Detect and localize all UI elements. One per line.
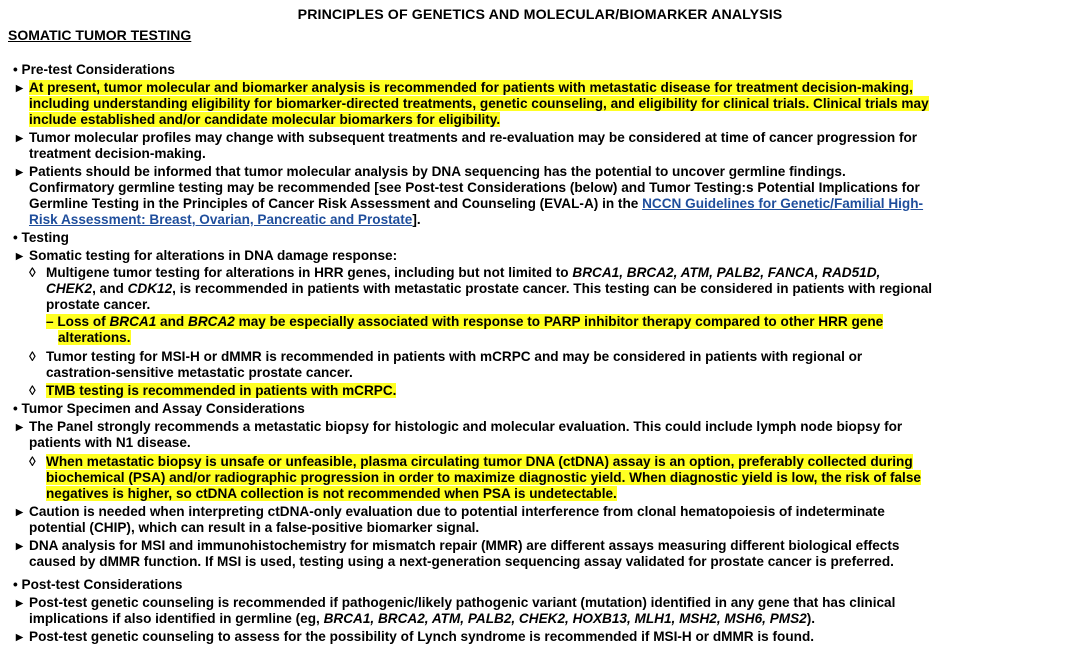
testing-diamond-2-line-1: ◊ Tumor testing for MSI-H or dMMR is recommended in patients with mCRPC and may be considered in patients with regional or bbox=[29, 349, 863, 364]
diamond-marker: ◊ bbox=[29, 349, 36, 364]
heading-posttest: • Post-test Considerations bbox=[13, 577, 183, 592]
page-title: PRINCIPLES OF GENETICS AND MOLECULAR/BIOMARKER ANALYSIS bbox=[297, 7, 783, 23]
specimen-diamond-1-line-1: ◊ When metastatic biopsy is unsafe or unfeasible, plasma circulating tumor DNA (ctDNA) assay is an option, preferably collected during bbox=[29, 454, 913, 469]
arrow-marker: ▸ bbox=[16, 504, 23, 519]
testing-sub-1: ▸ Somatic testing for alterations in DNA damage response: bbox=[16, 248, 398, 263]
arrow-marker: ▸ bbox=[16, 80, 23, 95]
specimen-item-2-line-2: potential (CHIP), which can result in a false-positive biomarker signal. bbox=[29, 520, 480, 535]
bullet-marker: • bbox=[13, 62, 18, 77]
heading-specimen: • Tumor Specimen and Assay Considerations bbox=[13, 401, 305, 416]
posttest-item-1-line-1: ▸ Post-test genetic counseling is recommended if pathogenic/likely pathogenic variant (mutation) identified in any gene that has clinical bbox=[16, 595, 896, 610]
pretest-item-1-line-2: including understanding eligibility for biomarker-directed treatments, genetic counseling, and eligibility for clinical trials. Clinical trials may bbox=[29, 96, 929, 111]
nccn-guidelines-link[interactable]: NCCN Guidelines for Genetic/Familial High- bbox=[642, 196, 924, 211]
section-heading: SOMATIC TUMOR TESTING bbox=[8, 27, 192, 43]
arrow-marker: ▸ bbox=[16, 130, 23, 145]
testing-diamond-3: ◊ TMB testing is recommended in patients with mCRPC. bbox=[29, 383, 397, 398]
arrow-marker: ▸ bbox=[16, 419, 23, 434]
testing-diamond-1-line-3: prostate cancer. bbox=[46, 297, 151, 312]
diamond-marker: ◊ bbox=[29, 454, 36, 469]
specimen-item-1-line-1: ▸ The Panel strongly recommends a metastatic biopsy for histologic and molecular evaluation. This could include lymph node biopsy for bbox=[16, 419, 903, 434]
specimen-diamond-1-line-2: biochemical (PSA) and/or radiographic progression in order to maximize diagnostic yield. When diagnostic yield is low, the risk of false bbox=[46, 470, 921, 485]
pretest-item-3-line-2: Confirmatory germline testing may be recommended [see Post-test Considerations (below) and Tumor Testing:s Potential Implications for bbox=[29, 180, 920, 195]
nccn-guidelines-link-continued[interactable]: Risk Assessment: Breast, Ovarian, Pancreatic and Prostate bbox=[29, 212, 413, 227]
arrow-marker: ▸ bbox=[16, 164, 23, 179]
pretest-item-3-line-4: Risk Assessment: Breast, Ovarian, Pancreatic and Prostate]. bbox=[29, 212, 421, 227]
heading-testing: • Testing bbox=[13, 230, 69, 245]
pretest-item-1-line-1: ▸ At present, tumor molecular and biomarker analysis is recommended for patients with metastatic disease for treatment decision-making, bbox=[16, 80, 913, 95]
posttest-item-2: ▸ Post-test genetic counseling to assess for the possibility of Lynch syndrome is recommended if MSI-H or dMMR is found. bbox=[16, 629, 815, 644]
specimen-diamond-1-line-3: negatives is higher, so ctDNA collection is not recommended when PSA is undetectable. bbox=[46, 486, 617, 501]
arrow-marker: ▸ bbox=[16, 248, 23, 263]
pretest-item-2-line-1: ▸ Tumor molecular profiles may change with subsequent treatments and re-evaluation may be considered at time of cancer progression for bbox=[16, 130, 918, 145]
bullet-marker: • bbox=[13, 230, 18, 245]
pretest-item-3-line-1: ▸ Patients should be informed that tumor molecular analysis by DNA sequencing has the potential to uncover germline findings. bbox=[16, 164, 846, 179]
diamond-marker: ◊ bbox=[29, 265, 36, 280]
posttest-item-1-line-2: implications if also identified in germline (eg, BRCA1, BRCA2, ATM, PALB2, CHEK2, HOXB13, MLH1, MSH2, MSH6, PMS2). bbox=[29, 611, 816, 626]
specimen-item-2-line-1: ▸ Caution is needed when interpreting ctDNA-only evaluation due to potential interference from clonal hematopoiesis of indeterminate bbox=[16, 504, 885, 519]
specimen-item-3-line-2: caused by dMMR function. If MSI is used, testing using a next-generation sequencing assay validated for prostate cancer is preferred. bbox=[29, 554, 894, 569]
bullet-marker: • bbox=[13, 401, 18, 416]
specimen-item-1-line-2: patients with N1 disease. bbox=[29, 435, 191, 450]
arrow-marker: ▸ bbox=[16, 629, 23, 644]
testing-dash-1-line-2: alterations. bbox=[58, 330, 131, 345]
specimen-item-3-line-1: ▸ DNA analysis for MSI and immunohistochemistry for mismatch repair (MMR) are different assays measuring different biological effects bbox=[16, 538, 900, 553]
testing-dash-1-line-1: – Loss of BRCA1 and BRCA2 may be especially associated with response to PARP inhibitor therapy compared to other HRR gene bbox=[46, 314, 884, 329]
testing-diamond-1-line-2: CHEK2, and CDK12, is recommended in patients with metastatic prostate cancer. This testing can be considered in patients with regional bbox=[46, 281, 933, 296]
pretest-item-3-line-3: Germline Testing in the Principles of Cancer Risk Assessment and Counseling (EVAL-A) in the NCCN Guidelines for Genetic/Familial High- bbox=[29, 196, 924, 211]
bullet-marker: • bbox=[13, 577, 18, 592]
testing-diamond-1-line-1: ◊ Multigene tumor testing for alterations in HRR genes, including but not limited to BRCA1, BRCA2, ATM, PALB2, FANCA, RAD51D, bbox=[29, 265, 881, 280]
pretest-item-1-line-3: include established and/or candidate molecular biomarkers for eligibility. bbox=[29, 112, 501, 127]
heading-pretest: • Pre-test Considerations bbox=[13, 62, 175, 77]
pretest-item-2-line-2: treatment decision-making. bbox=[29, 146, 206, 161]
arrow-marker: ▸ bbox=[16, 538, 23, 553]
diamond-marker: ◊ bbox=[29, 383, 36, 398]
arrow-marker: ▸ bbox=[16, 595, 23, 610]
testing-diamond-2-line-2: castration-sensitive metastatic prostate cancer. bbox=[46, 365, 353, 380]
